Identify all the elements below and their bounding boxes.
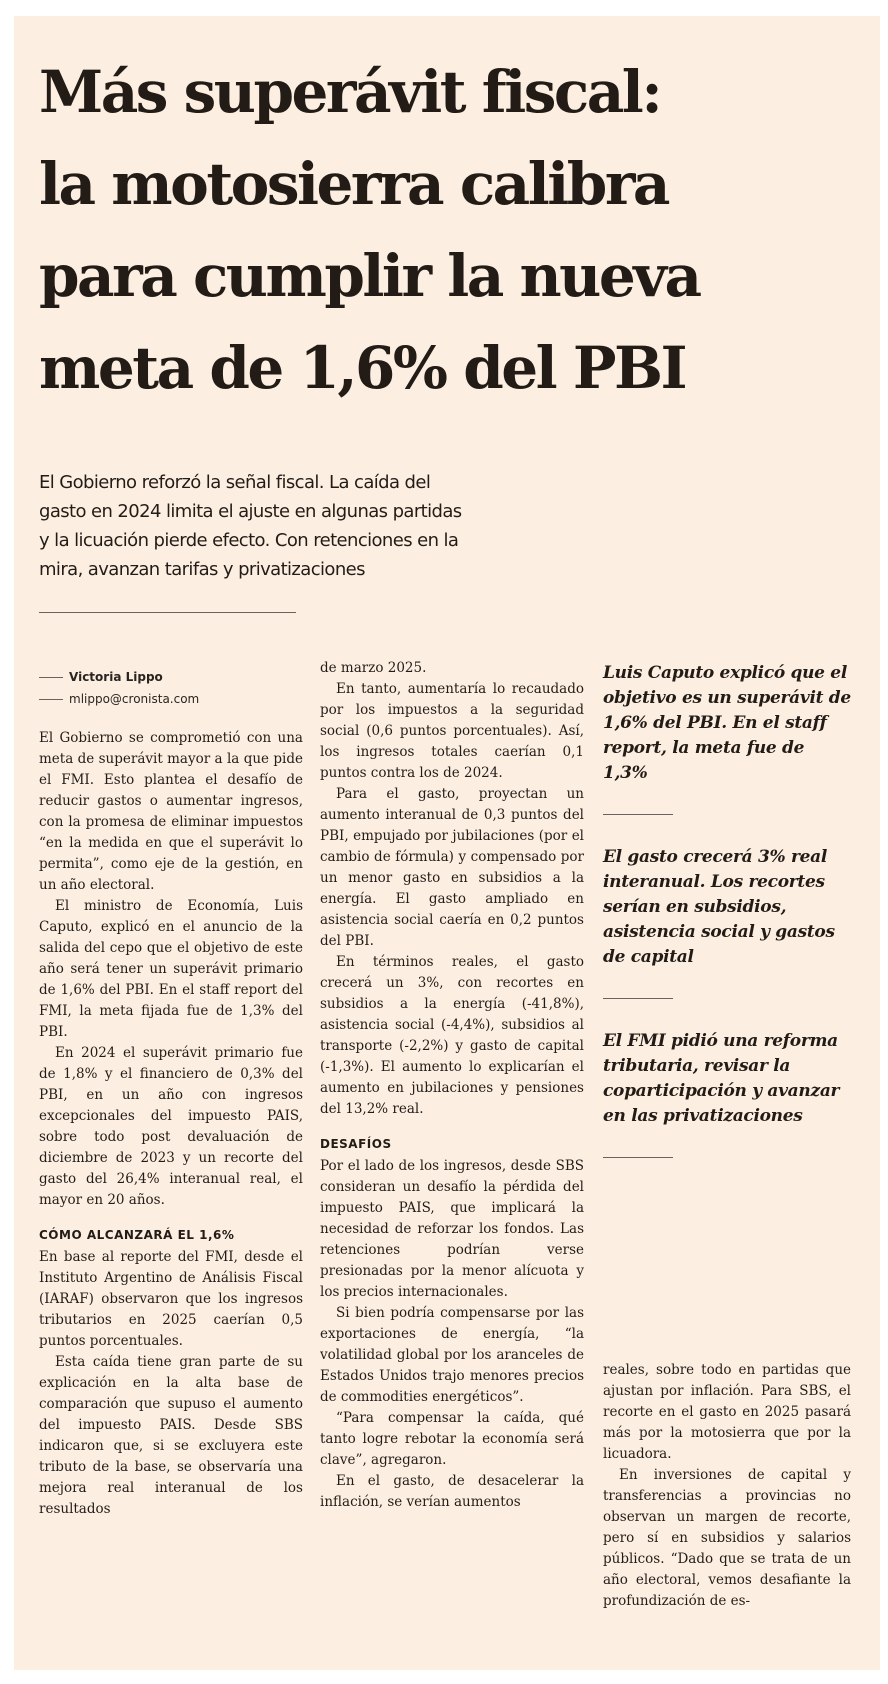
pullquote: El gasto crecerá 3% real interanual. Los recortes serían en subsidios, asistencia social y gastos de capital xyxy=(603,847,835,967)
headline-line: meta de 1,6% del PBI xyxy=(39,334,686,402)
headline-line: Más superávit fiscal: xyxy=(39,58,661,126)
pullquotes xyxy=(603,661,851,1188)
article-page xyxy=(14,16,880,1670)
headline xyxy=(39,46,859,414)
paragraph: En tanto, aumentaría lo recaudado por los impuestos a la seguridad social (0,6 puntos porcentuales). Así, los ingresos totales caerían 0,1 puntos contra los de 2024. xyxy=(320,681,584,781)
byline-dash xyxy=(39,699,63,700)
paragraph: Si bien podría compensarse por las exportaciones de energía, “la volatilidad global por los aranceles de Estados Unidos trajo menores precios de commodities energéticos”. xyxy=(320,1305,584,1405)
paragraph: reales, sobre todo en partidas que ajustan por inflación. Para SBS, el recorte en el gasto en 2025 pasará más por la motosierra que por la licuadora. xyxy=(603,1362,851,1462)
author-name: Victoria Lippo xyxy=(69,670,163,684)
section-subhead: CÓMO ALCANZARÁ EL 1,6% xyxy=(39,1228,235,1242)
author-email[interactable]: mlippo@cronista.com xyxy=(69,692,200,706)
paragraph: Para el gasto, proyectan un aumento interanual de 0,3 puntos del PBI, empujado por jubilaciones (por el cambio de fórmula) y compensado por un menor gasto en subsidios a la energía. El gasto ampliado en asistencia social caería en 0,2 puntos del PBI. xyxy=(320,786,584,949)
paragraph: En inversiones de capital y transferencias a provincias no observan un margen de recorte, pero sí en subsidios y salarios públicos. “Dado que se trata de un año electoral, vemos desafiante la profundización de es- xyxy=(603,1467,851,1609)
paragraph: El Gobierno se comprometió con una meta de superávit mayor a la que pide el FMI. Esto plantea el desafío de reducir gastos o aumentar ingresos, con la promesa de eliminar impuestos “en la medida en que el superávit lo permita”, como eje de la gestión, en un año electoral. xyxy=(39,730,303,893)
divider xyxy=(39,612,296,613)
byline xyxy=(39,666,289,710)
paragraph: “Para compensar la caída, qué tanto logre rebotar la economía será clave”, agregaron. xyxy=(320,1410,584,1468)
headline-line: para cumplir la nueva xyxy=(39,242,700,310)
headline-line: la motosierra calibra xyxy=(39,150,668,218)
paragraph: de marzo 2025. xyxy=(320,660,427,676)
paragraph: En 2024 el superávit primario fue de 1,8% y el financiero de 0,3% del PBI, en un año con ingresos excepcionales del impuesto PAIS, sobre todo post devaluación de diciembre de 2023 y un recorte del gasto del 26,4% interanual real, el mayor en 20 años. xyxy=(39,1045,303,1208)
paragraph: El ministro de Economía, Luis Caputo, explicó en el anuncio de la salida del cepo que el objetivo de este año será tener un superávit primario de 1,6% del PBI. En el staff report del FMI, la meta fijada fue de 1,3% del PBI. xyxy=(39,898,303,1040)
pullquote-divider xyxy=(603,998,673,999)
column-1 xyxy=(39,728,303,1520)
paragraph: En términos reales, el gasto crecerá un 3%, con recortes en subsidios a la energía (-41,8%), asistencia social (-4,4%), subsidios al transporte (-2,2%) y gasto de capital (-1,3%). El aumento lo explicarían el aumento en jubilaciones y pensiones del 13,2% real. xyxy=(320,954,584,1117)
pullquote: El FMI pidió una reforma tributaria, revisar la coparticipación y avanzar en las privatizaciones xyxy=(603,1031,840,1126)
paragraph: Por el lado de los ingresos, desde SBS consideran un desafío la pérdida del impuesto PAIS, que implicará la necesidad de reforzar los fondos. Las retenciones podrían verse presionadas por la menor alícuota y los precios internacionales. xyxy=(320,1158,584,1300)
byline-dash xyxy=(39,677,63,678)
dek-line: El Gobierno reforzó la señal fiscal. La caída del xyxy=(39,472,431,493)
section-subhead: DESAFÍOS xyxy=(320,1137,392,1151)
pullquote: Luis Caputo explicó que el objetivo es un superávit de 1,6% del PBI. En el staff report, la meta fue de 1,3% xyxy=(603,663,851,783)
dek-line: gasto en 2024 limita el ajuste en algunas partidas xyxy=(39,501,462,522)
paragraph: Esta caída tiene gran parte de su explicación en la alta base de comparación que supuso el aumento del impuesto PAIS. Desde SBS indicaron que, si se excluyera este tributo de la base, se observaría una mejora real interanual de los resultados xyxy=(39,1354,303,1517)
dek xyxy=(39,468,559,584)
dek-line: mira, avanzan tarifas y privatizaciones xyxy=(39,559,365,580)
dek-line: y la licuación pierde efecto. Con retenciones en la xyxy=(39,530,459,551)
column-2 xyxy=(320,658,584,1513)
paragraph: En el gasto, de desacelerar la inflación, se verían aumentos xyxy=(320,1473,584,1510)
pullquote-divider xyxy=(603,814,673,815)
paragraph: En base al reporte del FMI, desde el Instituto Argentino de Análisis Fiscal (IARAF) observaron que los ingresos tributarios en 2025 caerían 0,5 puntos porcentuales. xyxy=(39,1249,303,1349)
pullquote-divider xyxy=(603,1157,673,1158)
column-3 xyxy=(603,1360,851,1612)
